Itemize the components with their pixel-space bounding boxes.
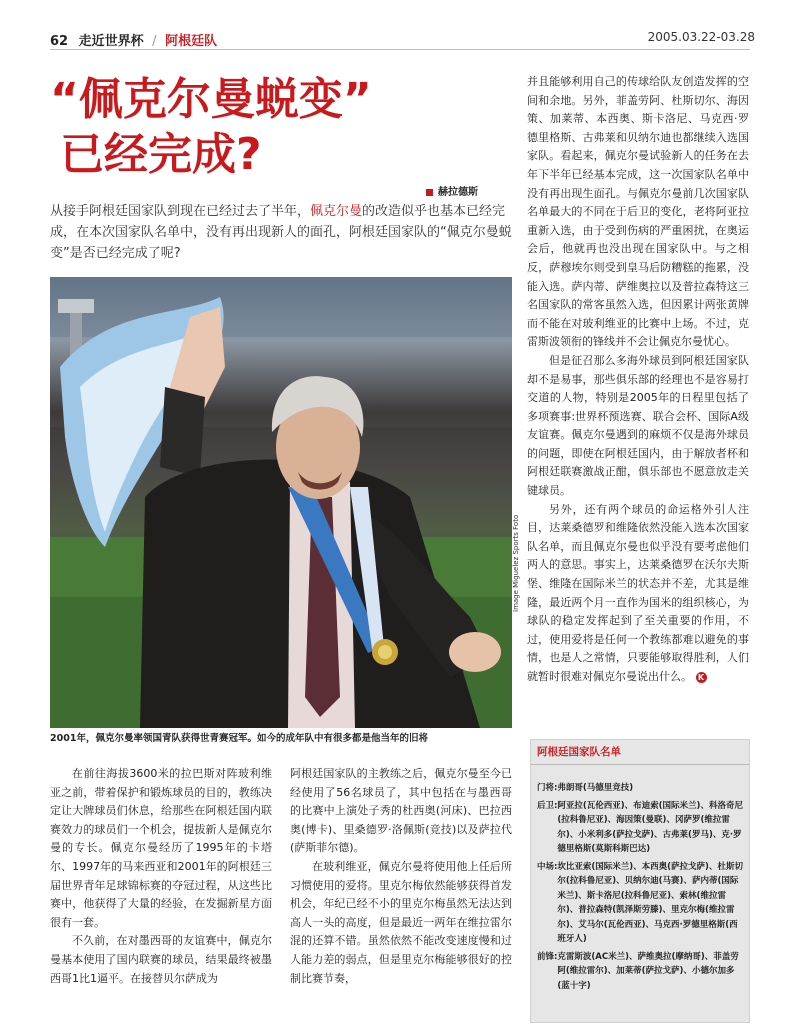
article-column-right — [527, 73, 749, 687]
end-mark-icon: K — [696, 672, 707, 683]
paragraph-text: 另外，还有两个球员的命运格外引人注目，达莱桑德罗和维隆依然没能入选本次国家队名单，而且佩克尔曼也似乎没有要考虑他们两人的意思。事实上，达莱桑德罗在沃尔夫斯堡、维隆在国际米兰的状态并不差，尤其是维隆，最近两个月一直作为国米的组织核心，为球队的稳定发挥起到了至关重要的作用，不过，使用爱将是任何一个教练都难以避免的事情，也是人之常情，只要能够取得胜利，人们就暂时很难对佩克尔曼说出什么。 — [527, 502, 749, 683]
paragraph: 不久前，在对墨西哥的友谊赛中，佩克尔曼基本使用了国内联赛的球员，结果最终被墨西哥1比1逼平。在接替贝尔萨成为 — [50, 934, 272, 985]
roster-players: 克雷斯波(AC米兰)、萨维奥拉(摩纳哥)、菲盖劳阿(维拉雷尔)、加莱蒂(萨拉戈萨)、小德尔加多(蓝十字) — [557, 951, 739, 991]
article-photo — [50, 277, 512, 728]
roster-rule — [531, 764, 749, 765]
photo-caption: 2001年，佩克尔曼率领国青队获得世青赛冠军。如今的成年队中有很多都是他当年的旧将 — [50, 733, 428, 744]
article-lead — [50, 201, 512, 264]
article-column-left — [50, 765, 272, 988]
roster-group-forwards — [537, 950, 743, 994]
author-name: 赫拉德斯 — [438, 187, 478, 198]
lead-text-end: 的改造似乎也基本已经完成，在本次国家队名单中，没有再出现新人的面孔，阿根廷国家队的“佩克尔曼蜕变”是否已经完成了呢? — [50, 204, 512, 261]
lead-text-start: 从接手阿根廷国家队到现在已经过去了半年， — [50, 204, 311, 219]
roster-players: 弗朗哥(马德里竞技) — [557, 783, 634, 793]
roster-list — [537, 781, 743, 996]
roster-label: 门将: — [537, 783, 558, 793]
roster-players: 阿亚拉(瓦伦西亚)、布迪索(国际米兰)、科洛奇尼(拉科鲁尼亚)、海因策(曼联)、冈萨罗(维拉雷尔)、小米利多(萨拉戈萨)、古弗莱(罗马)、克·罗德里格斯(莫斯科斯巴达) — [557, 800, 743, 854]
author-byline — [426, 183, 478, 198]
page-number: 62 — [50, 34, 69, 49]
paragraph: 但是征召那么多海外球员到阿根廷国家队却不是易事，那些俱乐部的经理也不是容易打交道的人物，特别是2005年的日程里包括了多项赛事:世界杯预选赛、联合会杯、国际A级友谊赛。佩克尔曼遇到的麻烦不仅是海外球员的问题，即使在阿根廷国内，由于解放者杯和阿根廷联赛激战正酣，俱乐部也不愿意放走关键球员。 — [527, 353, 749, 498]
page-header — [50, 30, 217, 49]
article-column-middle — [290, 765, 512, 988]
paragraph: 在前往海拔3600米的拉巴斯对阵玻利维亚之前，带着保护和锻炼球员的目的，教练决定让大牌球员们休息，给那些在阿根廷国内联赛效力的球员们一个机会，提拔新人是佩克尔曼的专长。佩克尔曼经历了1995年的卡塔尔、1997年的马来西亚和2001年的阿根廷三届世界青年足球锦标赛的夺冠过程，从这些比赛中，他获得了大量的经验，在发掘新星方面很有一套。 — [50, 767, 272, 929]
roster-group-goalkeepers — [537, 781, 743, 796]
roster-group-midfielders — [537, 860, 743, 947]
roster-title: 阿根廷国家队名单 — [537, 746, 621, 758]
paragraph: 在玻利维亚，佩克尔曼将使用他上任后所习惯使用的爱将。里克尔梅依然能够获得首发机会，年纪已经不小的里克尔梅虽然无法达到高人一头的高度，但是最近一两年在维拉雷尔混的还算不错。虽然依然不能改变速度慢和过人能力差的弱点，但是里克尔梅能够很好的控制比赛节奏， — [290, 859, 512, 985]
subsection-name: 阿根廷队 — [165, 34, 218, 49]
roster-players: 坎比亚索(国际米兰)、本西奥(萨拉戈萨)、杜斯切尔(拉科鲁尼亚)、贝纳尔迪(马赛)、萨内蒂(国际米兰)、斯卡洛尼(拉科鲁尼亚)、索林(维拉雷尔)、普拉森特(凯泽斯劳滕)、里克尔梅(维拉雷尔)、艾马尔(瓦伦西亚)、马克西·罗德里格斯(西班牙人) — [557, 861, 743, 944]
roster-label: 中场: — [537, 861, 558, 872]
paragraph — [527, 501, 749, 687]
roster-label: 前锋: — [537, 951, 558, 962]
paragraph: 并且能够利用自己的传球给队友创造发挥的空间和余地。另外，菲盖劳阿、杜斯切尔、海因策、加莱蒂、本西奥、斯卡洛尼、马克西·罗德里格斯、古弗莱和贝纳尔迪也都继续入选国家队。看起来，佩克尔曼试验新人的任务在去年下半年已经基本完成，这一次国家队名单中没有再出现生面孔。与佩克尔曼前几次国家队名单最大的不同在于后卫的变化，老将阿亚拉重新入选，由于受到伤病的严重困扰，在奥运会后，他就再也没出现在国家队中。与之相反，萨穆埃尔则受到皇马后防糟糕的拖累，没能入选。萨内蒂、萨维奥拉以及普拉森特这三名国家队的常客虽然入选，但因累计两张黄牌而不能在对玻利维亚的比赛中上场。不过，克雷斯波领衔的锋线并不会让佩克尔曼忧心。 — [527, 75, 749, 349]
photo-credit: Image Miguelez Sports Foto — [512, 514, 520, 612]
roster-group-defenders — [537, 799, 743, 857]
article-title-line1: “佩克尔曼蜕变” — [50, 74, 372, 125]
roster-label: 后卫: — [537, 800, 558, 811]
coach-celebration-illustration — [50, 277, 512, 728]
byline-square-icon — [426, 189, 433, 196]
section-name: 走近世界杯 — [78, 34, 144, 49]
header-rule — [50, 49, 750, 50]
paragraph: 阿根廷国家队的主教练之后，佩克尔曼至今已经使用了56名球员了，其中包括在与墨西哥的比赛中上演处子秀的杜西奥(河床)、巴拉西奥(博卡)、里桑德罗·洛佩斯(竞技)以及萨拉代(萨斯菲尔德)。 — [290, 767, 512, 855]
section-divider: / — [152, 34, 157, 49]
article-title-line2: 已经完成? — [60, 129, 262, 180]
roster-box — [530, 739, 750, 1023]
issue-date: 2005.03.22-03.28 — [647, 30, 755, 44]
lead-highlight: 佩克尔曼 — [310, 204, 363, 219]
